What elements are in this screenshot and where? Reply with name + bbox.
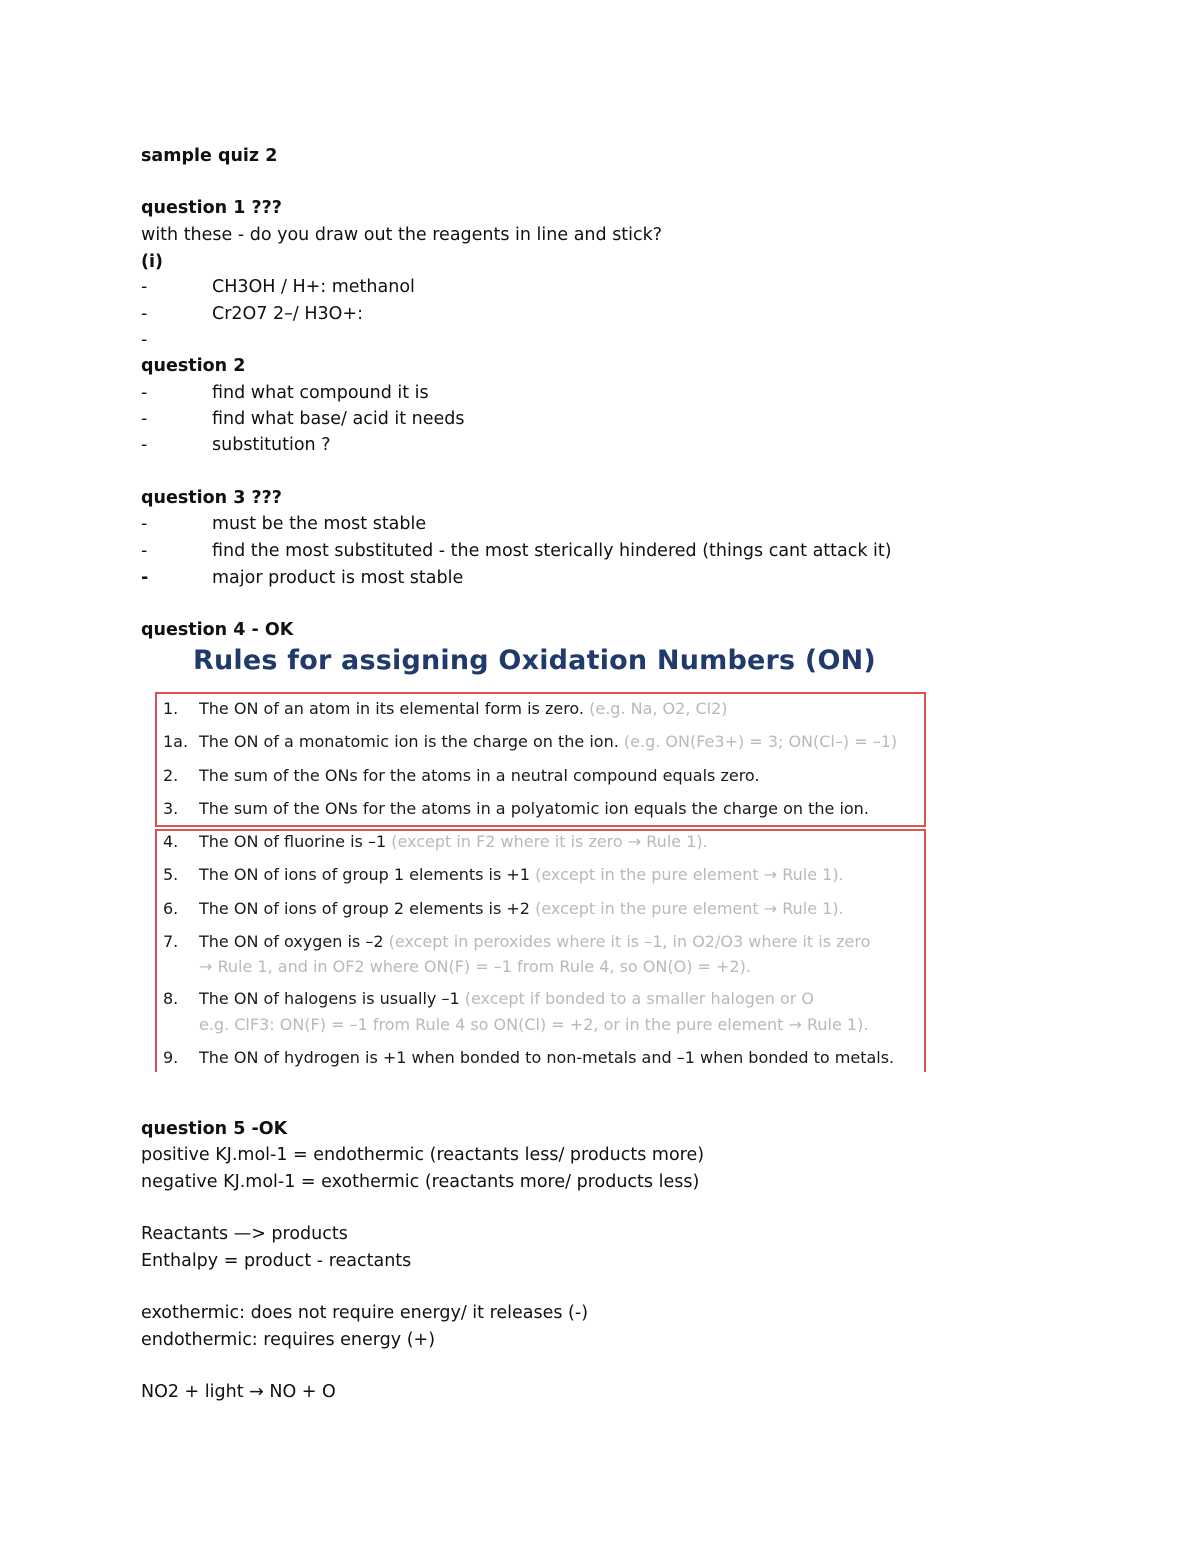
bullet-marker: - <box>141 409 148 429</box>
q1-bullet: CH3OH / H+: methanol <box>212 277 415 297</box>
rule-number: 2. <box>163 766 179 785</box>
q5-line: endothermic: requires energy (+) <box>141 1330 436 1350</box>
rule-text: The ON of halogens is usually –1 <box>199 989 460 1008</box>
rule-row <box>163 765 760 787</box>
rule-note: e.g. ClF3: ON(F) = –1 from Rule 4 so ON(Cl) = +2, or in the pure element → Rule 1). <box>199 1015 869 1034</box>
q1-heading: question 1 ??? <box>141 198 282 218</box>
rule-number: 3. <box>163 799 179 818</box>
rule-number: 1a. <box>163 732 189 751</box>
rule-text: The ON of a monatomic ion is the charge on the ion. <box>199 732 619 751</box>
rule-row <box>163 731 897 753</box>
q3-bullet: major product is most stable <box>212 568 464 588</box>
rule-text: The sum of the ONs for the atoms in a polyatomic ion equals the charge on the ion. <box>199 799 869 818</box>
rule-text: The ON of oxygen is –2 <box>199 932 384 951</box>
bullet-marker: - <box>141 514 148 534</box>
rule-row <box>163 698 728 720</box>
rule-number: 8. <box>163 989 179 1008</box>
q5-line: exothermic: does not require energy/ it releases (-) <box>141 1303 589 1323</box>
rule-text: The ON of ions of group 1 elements is +1 <box>199 865 530 884</box>
rule-text: The ON of an atom in its elemental form is zero. <box>199 699 585 718</box>
rule-row <box>163 988 814 1010</box>
rule-note: (except in the pure element → Rule 1). <box>535 865 844 884</box>
q5-line: Reactants —> products <box>141 1224 348 1244</box>
rule-note: (except in F2 where it is zero → Rule 1). <box>391 832 708 851</box>
rule-row <box>163 831 708 853</box>
q2-bullet: find what base/ acid it needs <box>212 409 465 429</box>
rule-number: 7. <box>163 932 179 951</box>
q3-bullet: must be the most stable <box>212 514 427 534</box>
q3-bullet: find the most substituted - the most sterically hindered (things cant attack it) <box>212 541 892 561</box>
doc-title: sample quiz 2 <box>141 146 278 166</box>
rule-number: 5. <box>163 865 179 884</box>
rule-note: (e.g. Na, O2, Cl2) <box>589 699 728 718</box>
rule-number: 1. <box>163 699 179 718</box>
q5-line: NO2 + light → NO + O <box>141 1382 336 1402</box>
q2-bullet: find what compound it is <box>212 383 429 403</box>
rule-number: 4. <box>163 832 179 851</box>
rule-note: (except in peroxides where it is –1, in O2/O3 where it is zero <box>388 932 871 951</box>
bullet-marker: - <box>141 330 148 350</box>
rule-continuation <box>199 1014 868 1036</box>
rule-row <box>163 798 869 820</box>
bullet-marker: - <box>141 568 149 588</box>
q5-line: Enthalpy = product - reactants <box>141 1251 412 1271</box>
bullet-marker: - <box>141 277 148 297</box>
q5-heading: question 5 -OK <box>141 1119 288 1139</box>
figure-title: Rules for assigning Oxidation Numbers (ON) <box>193 645 876 676</box>
bullet-marker: - <box>141 383 148 403</box>
rule-note: (except if bonded to a smaller halogen or O <box>464 989 815 1008</box>
rule-note: (except in the pure element → Rule 1). <box>535 899 844 918</box>
q5-line: positive KJ.mol-1 = endothermic (reactants less/ products more) <box>141 1145 705 1165</box>
rule-row <box>163 931 870 953</box>
rule-number: 6. <box>163 899 179 918</box>
bullet-marker: - <box>141 541 148 561</box>
q2-bullet: substitution ? <box>212 435 331 455</box>
q1-prompt: with these - do you draw out the reagents in line and stick? <box>141 225 663 245</box>
q1-part: (i) <box>141 252 163 272</box>
rule-note: (e.g. ON(Fe3+) = 3; ON(Cl–) = –1) <box>623 732 898 751</box>
rule-text: The sum of the ONs for the atoms in a neutral compound equals zero. <box>199 766 760 785</box>
rule-row <box>163 898 844 920</box>
rule-text: The ON of ions of group 2 elements is +2 <box>199 899 530 918</box>
q2-heading: question 2 <box>141 356 246 376</box>
rule-text: The ON of hydrogen is +1 when bonded to non-metals and –1 when bonded to metals. <box>199 1048 895 1067</box>
q4-heading: question 4 - OK <box>141 620 294 640</box>
q3-heading: question 3 ??? <box>141 488 282 508</box>
bullet-marker: - <box>141 435 148 455</box>
rule-text: The ON of fluorine is –1 <box>199 832 387 851</box>
q5-line: negative KJ.mol-1 = exothermic (reactants more/ products less) <box>141 1172 700 1192</box>
rule-continuation <box>199 956 751 978</box>
rule-row <box>163 1047 894 1069</box>
bullet-marker: - <box>141 304 148 324</box>
rule-row <box>163 864 844 886</box>
q1-bullet: Cr2O7 2–/ H3O+: <box>212 304 363 324</box>
rule-number: 9. <box>163 1048 179 1067</box>
rule-note: → Rule 1, and in OF2 where ON(F) = –1 from Rule 4, so ON(O) = +2). <box>199 957 751 976</box>
